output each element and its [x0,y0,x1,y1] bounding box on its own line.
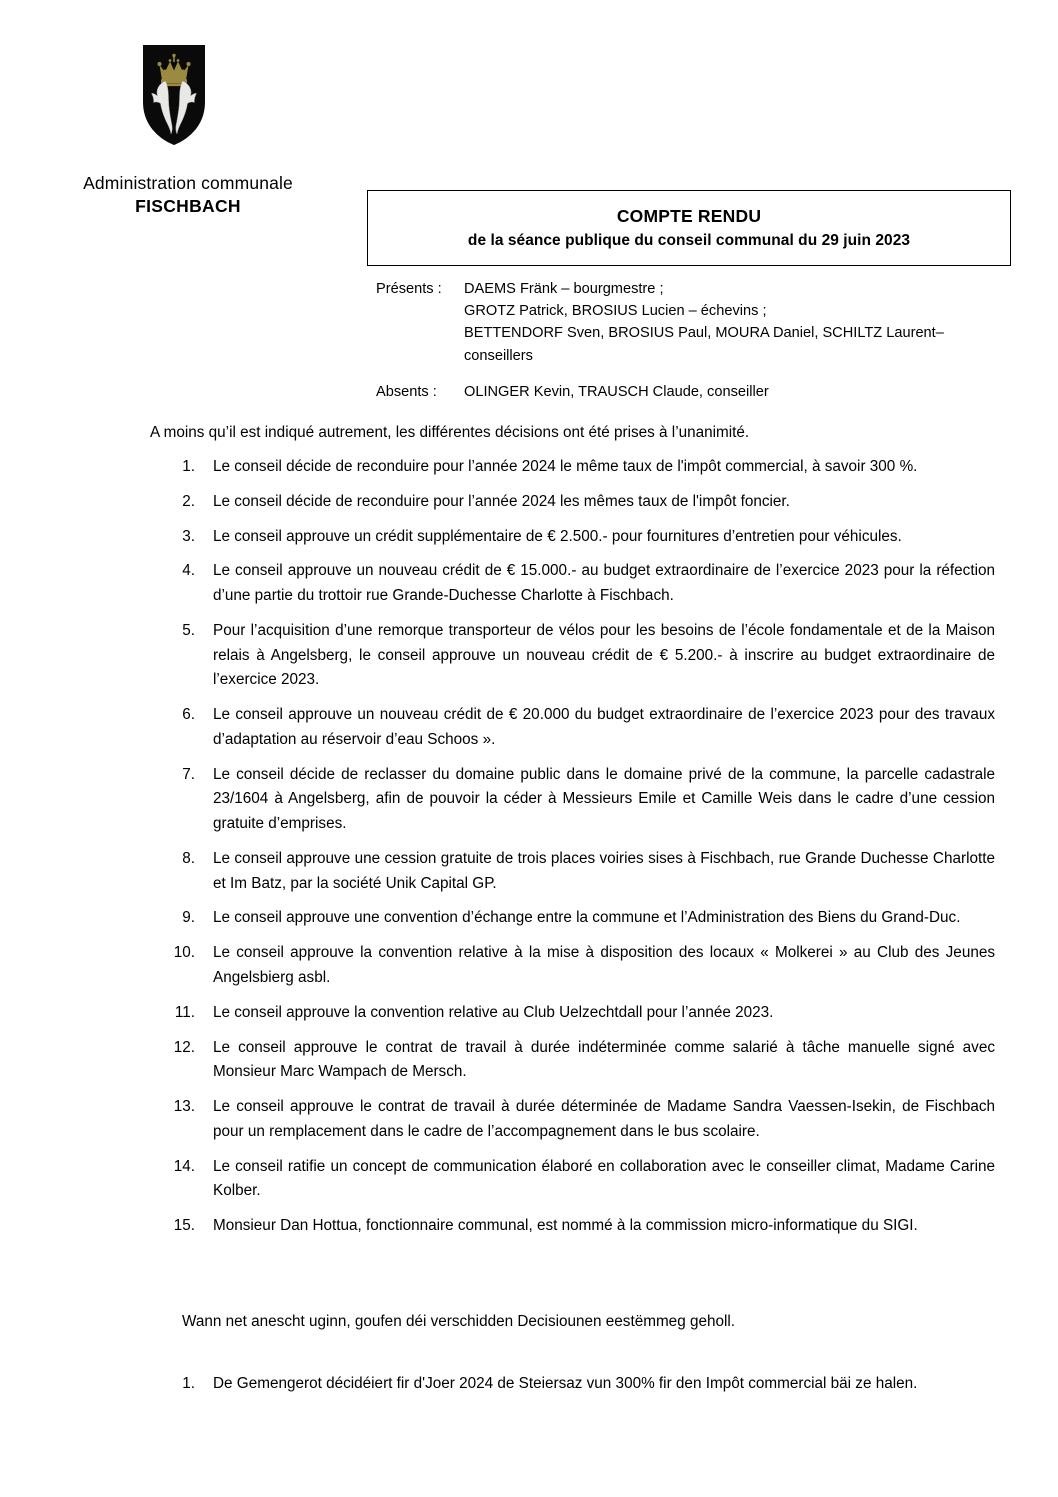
luxembourgish-list [150,1372,995,1407]
present-line: DAEMS Fränk – bourgmestre ; [464,281,664,297]
luxembourgish-intro: Wann net anescht uginn, goufen déi verschidden Decisiounen eestëmmeg geholl. [182,1313,736,1330]
decision-number: 2. [182,492,195,510]
decision-item [150,1214,995,1239]
attendance-section [376,278,1016,403]
title-box [367,190,1011,266]
decision-number: 5. [182,621,195,639]
present-line: BETTENDORF Sven, BROSIUS Paul, MOURA Daniel, SCHILTZ Laurent– [464,325,944,342]
decision-item [150,1036,995,1086]
decision-text: Le conseil décide de reconduire pour l’année 2024 les mêmes taux de l'impôt foncier. [213,492,790,510]
decision-item [150,490,995,515]
decision-number: 3. [182,527,195,545]
decision-text: Le conseil approuve le contrat de travail à durée indéterminée comme salarié à tâche manuelle signé avec Monsieur Marc Wampach de Mersch. [213,1038,995,1081]
administration-block [38,172,338,219]
present-label: Présents : [376,281,442,297]
decision-item [150,525,995,550]
decision-number: 4. [182,562,195,580]
present-values [464,278,1016,367]
absent-values [464,381,1016,403]
decision-item [150,619,995,693]
decision-item [150,1095,995,1145]
decision-text: Le conseil décide de reclasser du domaine public dans le domaine privé de la commune, la parcelle cadastrale 23/1604 à Angelsberg, afin de pouvoir la céder à Messieurs Emile et Camille Weis dans le cadre d’une cession gratuite d’emprises. [213,765,995,833]
decision-number: 6. [182,706,195,724]
attendance-row-absent [376,381,1016,403]
decision-text: Le conseil approuve un crédit supplémentaire de € 2.500.- pour fournitures d’entretien pour véhicules. [213,527,902,545]
decision-number: 1. [182,458,195,475]
decision-number: 12. [173,1038,195,1056]
decision-text: Le conseil approuve un nouveau crédit de € 15.000.- au budget extraordinaire de l’exercice 2023 pour la réfection d’une partie du trottoir rue Grande-Duchesse Charlotte à Fischbach. [213,562,995,605]
decision-number: 13. [173,1098,195,1116]
decision-item [150,455,995,480]
decision-text: Le conseil approuve le contrat de travail à durée déterminée de Madame Sandra Vaessen-Isekin, de Fischbach pour un remplacement dans le cadre de l’accompagnement dans le bus scolaire. [213,1098,995,1140]
administration-label: Administration communale [83,173,293,193]
coat-of-arms-icon [142,44,206,146]
decision-item [150,559,995,609]
luxembourgish-text: De Gemengerot décidéiert fir d'Joer 2024 de Steiersaz vun 300% fir den Impôt commercial bäi ze halen. [213,1375,918,1392]
absent-line: OLINGER Kevin, TRAUSCH Claude, conseiller [464,383,769,400]
decision-text: Le conseil approuve la convention relative à la mise à disposition des locaux « Molkerei » au Club des Jeunes Angelsbierg asbl. [213,944,995,987]
luxembourgish-number: 1. [182,1375,195,1392]
decisions-list [150,455,995,1249]
decision-item [150,906,995,931]
decision-number: 7. [182,765,195,783]
decision-item [150,847,995,897]
decision-text: Le conseil approuve la convention relative au Club Uelzechtdall pour l’année 2023. [213,1003,774,1021]
document-title: COMPTE RENDU [616,206,762,226]
decision-text: Le conseil approuve une cession gratuite de trois places voiries sises à Fischbach, rue Grande Duchesse Charlotte et Im Batz, par la société Unik Capital GP. [213,849,995,892]
decision-item [150,763,995,837]
decision-number: 11. [174,1003,195,1021]
luxembourgish-item [150,1372,995,1397]
decision-text: Le conseil ratifie un concept de communication élaboré en collaboration avec le conseiller climat, Madame Carine Kolber. [213,1157,995,1200]
decision-item [150,941,995,991]
decision-item [150,1155,995,1205]
decision-text: Pour l’acquisition d’une remorque transporteur de vélos pour les besoins de l’école fondamentale et de la Maison relais à Angelsberg, le conseil approuve un nouveau crédit de € 5.200.- à inscrire au budget extraordinaire de l’exercice 2023. [213,621,995,689]
decision-text: Le conseil approuve un nouveau crédit de € 20.000 du budget extraordinaire de l’exercice 2023 pour des travaux d’adaptation au réservoir d’eau Schoos ». [213,706,995,748]
decision-number: 9. [182,909,195,927]
present-line: conseillers [464,347,533,364]
decision-text: Monsieur Dan Hottua, fonctionnaire communal, est nommé à la commission micro-informatique du SIGI. [213,1217,918,1235]
decision-item [150,1001,995,1026]
decision-number: 14. [173,1157,195,1175]
intro-paragraph: A moins qu’il est indiqué autrement, les différentes décisions ont été prises à l’unanimité. [150,424,750,441]
absent-label: Absents : [376,383,437,400]
decision-number: 10. [173,944,195,962]
present-line: GROTZ Patrick, BROSIUS Lucien – échevins ; [464,303,767,320]
document-subtitle: de la séance publique du conseil communal du 29 juin 2023 [467,232,911,249]
decision-text: Le conseil approuve une convention d’échange entre la commune et l’Administration des Biens du Grand-Duc. [213,909,961,927]
decision-number: 8. [182,849,195,867]
attendance-row-present [376,278,1016,367]
decision-number: 15. [173,1217,195,1235]
commune-name: FISCHBACH [135,196,241,217]
decision-item [150,703,995,753]
decision-text: Le conseil décide de reconduire pour l’année 2024 le même taux de l'impôt commercial, à savoir 300 %. [213,458,918,475]
